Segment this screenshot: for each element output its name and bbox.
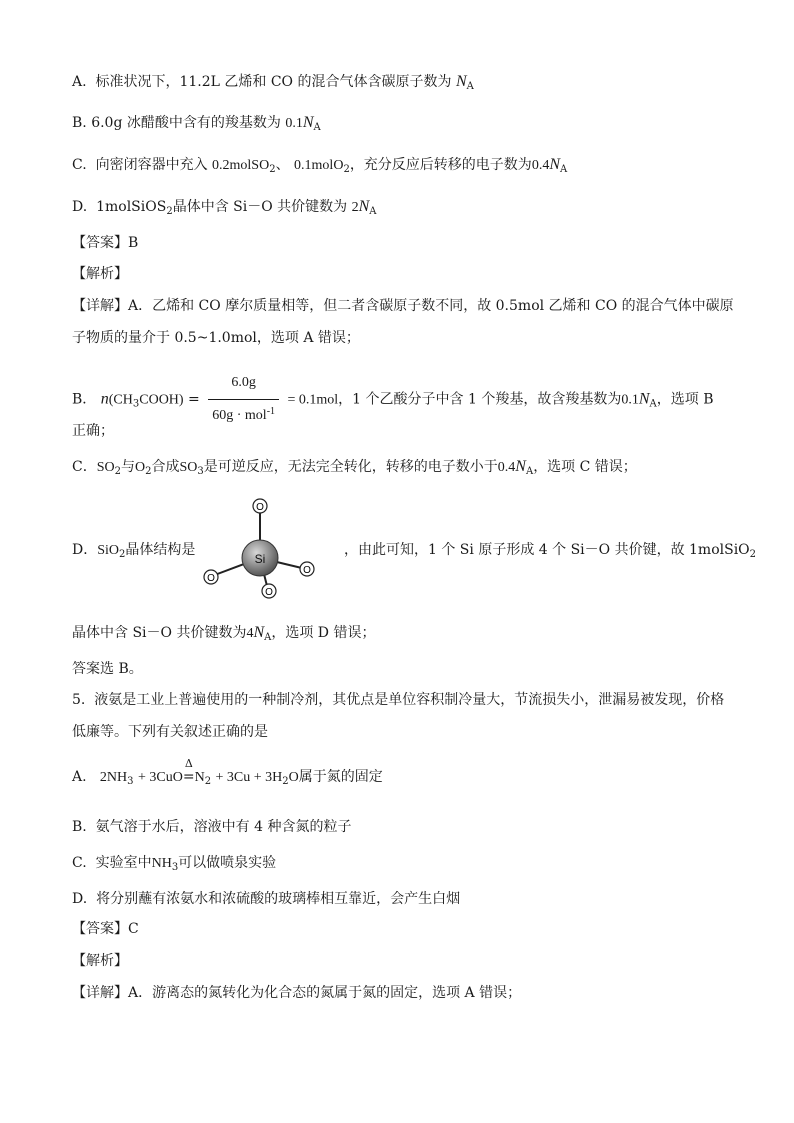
q4-detail-d-cont: 晶体中含 Si－O 共价键数为$4N_A$，选项 D 错误；	[72, 624, 376, 643]
q4-answer: 【答案】B	[72, 235, 139, 251]
heat-arrow: Δ =	[182, 757, 195, 785]
q5-stem-line1: 5. 液氨是工业上普遍使用的一种制冷剂，其优点是单位容积制冷量大，节流损失小，泄漏易被发现，价格	[72, 692, 725, 708]
q5-option-d: D. 将分别蘸有浓氨水和浓硫酸的玻璃棒相互靠近，会产生白烟	[72, 891, 461, 907]
sio2-structure-diagram	[196, 494, 326, 604]
svg-text:O: O	[256, 502, 264, 513]
q5-answer: 【答案】C	[72, 921, 139, 937]
svg-text:O: O	[265, 587, 273, 598]
q4-option-c: C. 向密闭容器中充入 0.2molSO$_2$、 0.1molO$_2$，充分反应后转移的电子数为$0.4N_A$	[72, 156, 568, 175]
q4-option-b: B. 6.0g 冰醋酸中含有的羧基数为 $0.1N_A$	[72, 114, 321, 133]
svg-text:O: O	[303, 565, 311, 576]
q4-option-d: D. 1molSiOS$_2$晶体中含 Si－O 共价键数为 $2N_A$	[72, 198, 377, 217]
q5-analysis-tag: 【解析】	[72, 953, 128, 969]
q4-option-a: A. 标准状况下，11.2L 乙烯和 CO 的混合气体含碳原子数为 $N_A$	[72, 73, 474, 92]
q5-stem-line2: 低廉等。下列有关叙述正确的是	[72, 724, 268, 740]
svg-text:O: O	[207, 573, 215, 584]
q5-option-c: C. 实验室中$NH_3$可以做喷泉实验	[72, 855, 277, 873]
fraction: $\frac{6.0g}{60g \cdot mol^{-1}}$	[208, 368, 279, 431]
q4-detail-c: C．$SO_2$与$O_2$合成$SO_3$是可逆反应，无法完全转化，转移的电子数小于$0.4N_A$，选项 C 错误；	[72, 458, 637, 477]
q4-detail-a-line1: 【详解】A．乙烯和 CO 摩尔质量相等，但二者含碳原子数不同，故 0.5mol 乙烯和 CO 的混合气体中碳原	[72, 298, 734, 314]
q4-detail-b-cont: 正确；	[72, 423, 114, 439]
q4-detail-a-line2: 子物质的量介于 0.5~1.0mol，选项 A 错误；	[72, 330, 360, 346]
q4-final-answer: 答案选 B。	[72, 661, 143, 677]
q4-analysis-tag: 【解析】	[72, 266, 128, 282]
q4-detail-d-suffix: ，由此可知，1 个 Si 原子形成 4 个 Si－O 共价键，故 1molSiO$_2$	[344, 542, 757, 560]
q5-detail-a: 【详解】A．游离态的氮转化为化合态的氮属于氮的固定，选项 A 错误；	[72, 985, 522, 1001]
q4-detail-d-prefix: D．SiO$_2$晶体结构是	[72, 542, 196, 560]
si-label: Si	[254, 552, 266, 566]
q5-option-b: B. 氨气溶于水后，溶液中有 4 种含氮的粒子	[72, 819, 352, 835]
q5-option-a: A. $2NH_3 + 3CuO$ Δ $=N_2 + 3Cu + 3H_2O$属于氮的固定	[72, 757, 383, 787]
q4-detail-b: B． $n(CH_3COOH)$ = $\frac{6.0g}{60g \cdot mol^{-1}}$ = 0.1mol，1 个乙酸分子中含 1 个羧基，故含羧基数为$0.1N_A$，选项 B	[72, 368, 714, 431]
